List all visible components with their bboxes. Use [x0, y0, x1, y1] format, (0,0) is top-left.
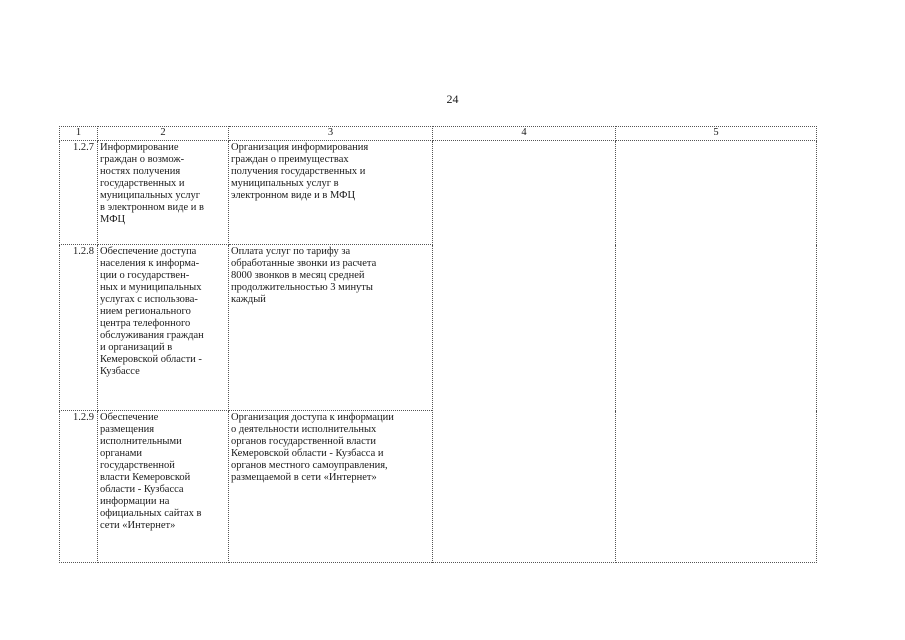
description-text: Организация информирования граждан о преимуществах получения государственных и муниципальных услуг в электронном виде и в МФЦ [231, 142, 369, 201]
column-5-cell [616, 141, 817, 563]
activity-cell [98, 141, 229, 245]
column-4-cell [433, 141, 616, 563]
table-row [60, 141, 817, 245]
description-text: Организация доступа к информации о деятельности исполнительных органов государственной власти Кемеровской области - Кузбасса и органов местного самоуправления, размещаемой в сети «Интернет» [231, 412, 394, 483]
activity-cell [98, 245, 229, 411]
document-table [59, 126, 817, 563]
description-cell [229, 141, 433, 245]
table-header-row [60, 127, 817, 141]
activity-text: Обеспечение размещения исполнительными органами государственной власти Кемеровской области - Кузбасса информации на официальных сайтах в сети «Интернет» [100, 412, 202, 531]
row-number: 1.2.7 [60, 141, 98, 245]
column-header-4: 4 [433, 127, 616, 141]
column-header-3: 3 [229, 127, 433, 141]
description-text: Оплата услуг по тарифу за обработанные звонки из расчета 8000 звонков в месяц средней продолжительностью 3 минуты каждый [231, 246, 377, 305]
column-header-1: 1 [60, 127, 98, 141]
activity-text: Информирование граждан о возмож- ностях получения государственных и муниципальных услуг в электронном виде и в МФЦ [100, 142, 204, 225]
row-number: 1.2.8 [60, 245, 98, 411]
activity-cell [98, 411, 229, 563]
activity-text: Обеспечение доступа населения к информа- ции о государствен- ных и муниципальных услугах с использова- нием регионального центра телефонного обслуживания граждан и организаций в Кемеровской области - Кузбассе [100, 246, 204, 377]
column-header-5: 5 [616, 127, 817, 141]
description-cell [229, 411, 433, 563]
description-cell [229, 245, 433, 411]
page-number: 24 [446, 92, 459, 106]
row-number: 1.2.9 [60, 411, 98, 563]
column-header-2: 2 [98, 127, 229, 141]
